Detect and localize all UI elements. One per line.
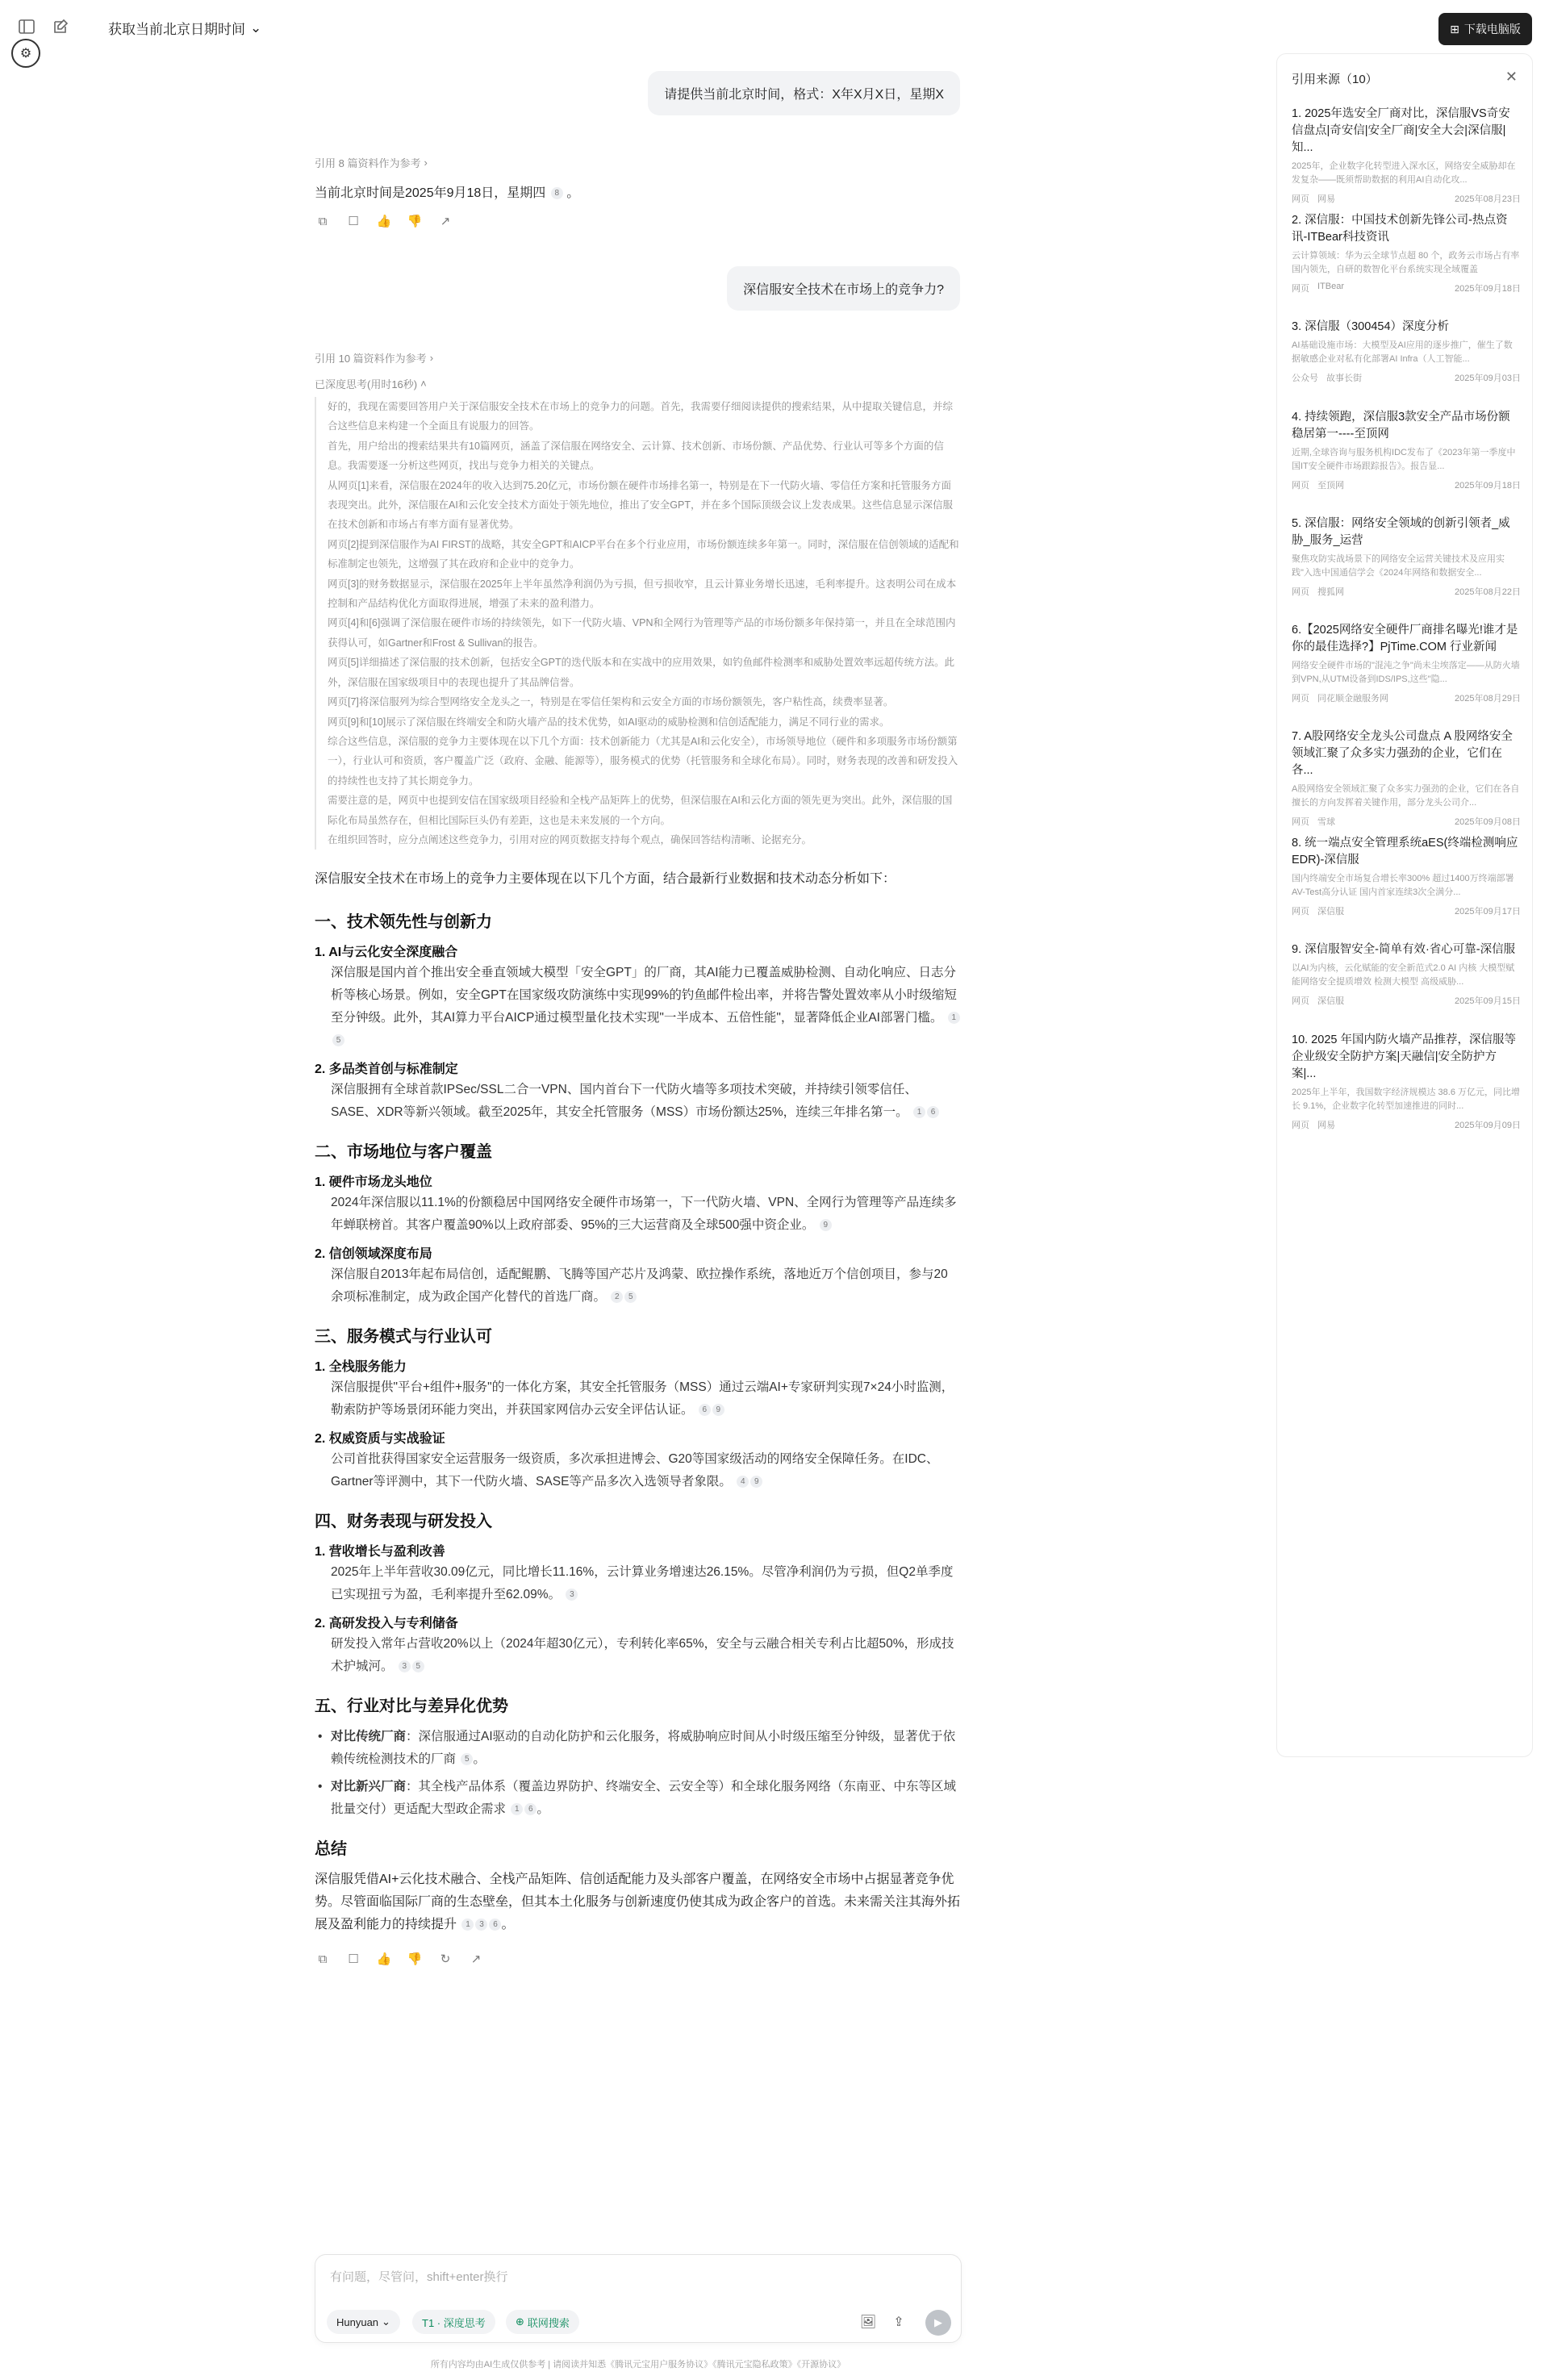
thinking-paragraph: 需要注意的是，网页中也提到安信在国家级项目经验和全栈产品矩阵上的优势，但深信服在AI和云化方面的领先更为突出。此外，深信服的国际化布局虽然存在，但相比国际巨头仍有差距，这也是未来发展的一个方向。: [328, 795, 953, 826]
answer-summary-section: [315, 1835, 960, 1936]
item-text: 深信服是国内首个推出安全垂直领域大模型「安全GPT」的厂商，其AI能力已覆盖威胁检测、自动化响应、日志分析等核心场景。例如，安全GPT在国家级攻防演练中实现99%的钓鱼邮件检出率，并将告警处置效率从小时级缩短至分钟级。此外，其AI算力平台AICP通过模型量化技术实现"一半成本、五倍性能"，显著降低企业AI部署门槛。: [331, 966, 957, 1025]
sidebar-toggle-icon[interactable]: [18, 18, 39, 39]
thinking-paragraph: 从网页[1]来看，深信服在2024年的收入达到75.20亿元，市场份额在硬件市场排名第一，特别是在下一代防火墙、零信任方案和托管服务方面表现突出。此外，深信服在AI和云化安全技术方面处于领先地位，推出了安全GPT，并在多个国际顶级会议上发表成果。这些信息显示深信服在技术创新和市场占有率方面有显著优势。: [328, 479, 954, 531]
citation-badge[interactable]: 1: [913, 1106, 925, 1118]
item-body: [315, 1448, 960, 1493]
chevron-up-icon: ˄: [420, 378, 427, 390]
source-meta: [1292, 371, 1521, 384]
citation-badge[interactable]: 5: [412, 1660, 424, 1672]
thinking-paragraph: 首先，用户给出的搜索结果共有10篇网页，涵盖了深信服在网络安全、云计算、技术创新、市场份额、产品优势、行业认可等多个方面的信息。我需要逐一分析这些网页，找出与竞争力相关的关键点。: [328, 440, 944, 472]
citation-badge[interactable]: 1: [511, 1803, 523, 1815]
source-type: 网页: [1292, 1121, 1309, 1130]
citation-badge[interactable]: 9: [750, 1476, 762, 1488]
settings-icon[interactable]: ⚙: [11, 39, 40, 68]
reference-count: 引用 8 篇资料作为参考: [315, 157, 421, 169]
assistant-message: 当前北京时间是2025年9月18日，星期四 8 。: [315, 186, 580, 200]
thinking-paragraph: 网页[3]的财务数据显示，深信服在2025年上半年虽然净利润仍为亏损，但亏损收窄，且云计算业务增长迅速，毛利率提升。这表明公司在成本控制和产品结构优化方面取得进展，增强了未来的盈利潜力。: [328, 578, 957, 610]
item-text: 研发投入常年占营收20%以上（2024年超30亿元），专利转化率65%，安全与云融合相关专利占比超50%，形成技术护城河。: [331, 1637, 954, 1673]
source-site: 雪球: [1317, 817, 1335, 827]
source-snippet: 云计算领域：华为云全球节点超 80 个，政务云市场占有率国内领先，自研的数智化平台系统实现全域覆盖: [1292, 251, 1520, 274]
model-name: Hunyuan: [336, 2315, 379, 2328]
bullet-item: • 对比传统厂商：深信服通过AI驱动的自动化防护和云化服务，将威胁响应时间从小时级压缩至分钟级，显著优于依赖传统检测技术的厂商 5 。: [315, 1726, 960, 1771]
source-date: 2025年08月23日: [1455, 194, 1521, 204]
source-site: 搜狐网: [1317, 587, 1344, 597]
source-snippet: 2025年上半年，我国数字经济规模达 38.6 万亿元，同比增长 9.1%，企业数字化转型加速推进的同时...: [1292, 1088, 1520, 1111]
thumbs-down-icon[interactable]: 👎: [407, 215, 423, 228]
source-card[interactable]: [1292, 106, 1521, 205]
model-selector[interactable]: [327, 2310, 400, 2334]
bullet-text: ：其全栈产品体系（覆盖边界防护、终端安全、云安全等）和全球化服务网络（东南亚、中东等区域批量交付）更适配大型政企需求: [331, 1780, 957, 1816]
chevron-down-icon: ⌄: [382, 2315, 390, 2328]
source-date: 2025年09月18日: [1455, 284, 1521, 294]
source-date: 2025年09月18日: [1455, 481, 1521, 491]
globe-icon: ⊕: [516, 2315, 524, 2328]
conversation-title-text: 获取当前北京日期时间: [108, 22, 245, 37]
source-snippet: AI基础设施市场：大模型及AI应用的逐步推广，催生了数据敏感企业对私有化部署AI Infra（人工智能...: [1292, 340, 1513, 364]
web-search-label: 联网搜索: [527, 2316, 570, 2329]
new-chat-icon[interactable]: [52, 18, 73, 39]
bookmark-icon[interactable]: ☐: [348, 215, 359, 228]
message-actions: [315, 213, 453, 229]
source-type: 网页: [1292, 907, 1309, 917]
conversation-title[interactable]: [108, 18, 261, 38]
chat-input[interactable]: 有问题，尽管问，shift+enter换行: [330, 2270, 508, 2284]
share-icon[interactable]: ↗: [440, 215, 451, 228]
thinking-content: [315, 397, 960, 850]
source-site: ITBear: [1317, 282, 1345, 291]
citation-badge[interactable]: 8: [551, 187, 563, 199]
item-heading: 2. 高研发投入与专利储备: [315, 1617, 458, 1631]
source-meta: [1292, 192, 1521, 205]
download-desktop-button[interactable]: [1438, 13, 1532, 45]
source-snippet: 聚焦攻防实战场景下的网络安全运营关键技术及应用实践"入选中国通信学会《2024年网络和数据安全...: [1292, 554, 1505, 578]
source-meta: [1292, 282, 1521, 294]
source-card[interactable]: [1292, 835, 1521, 917]
source-snippet: 国内终端安全市场复合增长率300% 超过1400万终端部署 AV-Test高分认证 国内首家连续3次全满分...: [1292, 874, 1514, 897]
download-desktop-label: 下载电脑版: [1463, 23, 1521, 35]
source-snippet: A股网络安全领域汇聚了众多实力强劲的企业，它们在各自擅长的方向发挥着关键作用，部分龙头公司介...: [1292, 784, 1520, 808]
item-text: 深信服自2013年起布局信创，适配鲲鹏、飞腾等国产芯片及鸿蒙、欧拉操作系统，落地近万个信创项目，参与20余项标准制定，成为政企国产化替代的首选厂商。: [331, 1267, 948, 1304]
citation-badge[interactable]: 6: [699, 1404, 711, 1416]
item-body: [315, 1561, 960, 1606]
source-type: 网页: [1292, 481, 1309, 491]
bullet-item: • 对比新兴厂商：其全栈产品体系（覆盖边界防护、终端安全、云安全等）和全球化服务网络（东南亚、中东等区域批量交付）更适配大型政企需求 1 6 。: [315, 1776, 960, 1821]
thinking-paragraph: 好的，我现在需要回答用户关于深信服安全技术在市场上的竞争力的问题。首先，我需要仔细阅读提供的搜索结果，从中提取关键信息，并综合这些信息来构建一个全面且有说服力的回答。: [328, 401, 954, 432]
answer-intro: 深信服安全技术在市场上的竞争力主要体现在以下几个方面，结合最新行业数据和技术动态分析如下：: [315, 872, 896, 886]
thumbs-up-icon[interactable]: 👍: [376, 215, 392, 228]
chevron-down-icon: ⌄: [250, 19, 262, 35]
source-date: 2025年09月09日: [1455, 1121, 1521, 1130]
windows-icon: ⊞: [1450, 22, 1459, 35]
citation-badge[interactable]: 9: [820, 1219, 832, 1231]
copy-icon[interactable]: ⧉: [318, 214, 328, 228]
thumbs-up-icon[interactable]: 👍: [376, 1952, 392, 1966]
send-button[interactable]: ▶: [925, 2310, 951, 2336]
source-card[interactable]: [1292, 622, 1521, 704]
deep-think-toggle[interactable]: [412, 2310, 495, 2334]
source-title: 2. 深信服：中国技术创新先锋公司-热点资讯-ITBear科技资讯: [1292, 214, 1508, 244]
message-actions: [315, 1951, 960, 1967]
reference-count: 引用 10 篇资料作为参考: [315, 353, 427, 365]
source-meta: [1292, 904, 1521, 917]
source-site: 至顶网: [1317, 481, 1344, 491]
thinking-paragraph: 在组织回答时，应分点阐述这些竞争力，引用对应的网页数据支持每个观点，确保回答结构清晰、论据充分。: [328, 833, 812, 846]
source-title: 1. 2025年选安全厂商对比，深信服VS奇安信盘点|奇安信|安全厂商|安全大会|深信服|知...: [1292, 107, 1510, 154]
bullet-label: 对比传统厂商: [331, 1730, 407, 1743]
bookmark-icon[interactable]: ☐: [348, 1952, 359, 1966]
source-site: 故事长街: [1326, 374, 1362, 383]
source-date: 2025年09月03日: [1455, 374, 1521, 383]
assistant-answer: [315, 868, 960, 1967]
source-card[interactable]: [1292, 942, 1521, 1007]
item-body: [315, 1192, 960, 1237]
citation-badge[interactable]: 4: [737, 1476, 749, 1488]
item-heading: 1. 硬件市场龙头地位: [315, 1175, 432, 1189]
section-title: 三、服务模式与行业认可: [315, 1328, 492, 1346]
thinking-paragraph: 网页[9]和[10]展示了深信服在终端安全和防火墙产品的技术优势，如AI驱动的威胁检测和信创适配能力，满足不同行业的需求。: [328, 716, 890, 728]
answer-section: [315, 1323, 960, 1493]
source-title: 4. 持续领跑，深信服3款安全产品市场份额稳居第一----至顶网: [1292, 411, 1510, 441]
chevron-right-icon: ›: [429, 352, 434, 364]
source-date: 2025年08月29日: [1455, 694, 1521, 704]
source-snippet: 网络安全硬件市场的"混沌之争"尚未尘埃落定——从防火墙到VPN,从UTM设备到IDS/IPS,这些"隐...: [1292, 661, 1520, 684]
summary-text-block: 深信服凭借AI+云化技术融合、全栈产品矩阵、信创适配能力及头部客户覆盖，在网络安全市场中占据显著竞争优势。尽管面临国际厂商的生态壁垒，但其本土化服务与创新速度仍使其成为政企客户的首选。未来需关注其海外拓展及盈利能力的持续提升 1 3 6 。: [315, 1873, 961, 1931]
source-site: 网易: [1317, 1121, 1335, 1130]
citation-sidebar: [1276, 53, 1533, 1757]
source-title: 7. A股网络安全龙头公司盘点 A 股网络安全领域汇聚了众多实力强劲的企业，它们在各...: [1292, 730, 1513, 777]
web-search-toggle[interactable]: [506, 2310, 579, 2334]
thinking-toggle[interactable]: [315, 376, 427, 391]
source-meta: [1292, 691, 1521, 704]
source-title: 10. 2025 年国内防火墙产品推荐，深信服等企业级安全防护方案|天融信|安全防护方案|...: [1292, 1033, 1516, 1080]
item-heading: 1. 营收增长与盈利改善: [315, 1545, 445, 1559]
citation-badge[interactable]: 3: [399, 1660, 411, 1672]
reference-toggle[interactable]: [315, 155, 428, 170]
thinking-label: 已深度思考(用时16秒): [315, 378, 418, 390]
sidebar-title: 引用来源（10）: [1292, 73, 1378, 86]
thinking-paragraph: 网页[2]提到深信服作为AI FIRST的战略，其安全GPT和AICP平台在多个行业应用，市场份额连续多年第一。同时，深信服在信创领域的适配和标准制定也领先，这增强了其在政府和企业中的竞争力。: [328, 538, 959, 570]
source-meta: [1292, 478, 1521, 491]
source-snippet: 近期,全球咨询与服务机构IDC发布了《2023年第一季度中国IT安全硬件市场跟踪报告》。报告显...: [1292, 448, 1516, 471]
answer-section: [315, 1138, 960, 1309]
citation-badge[interactable]: 5: [461, 1753, 473, 1765]
thinking-paragraph: 网页[5]详细描述了深信服的技术创新，包括安全GPT的迭代版本和在实战中的应用效果，如钓鱼邮件检测率和威胁处置效率远超传统方法。此外，深信服在国家级项目中的表现也提升了其品牌信誉。: [328, 657, 955, 688]
citation-badge[interactable]: 1: [461, 1919, 474, 1931]
deep-think-label: T1 · 深度思考: [422, 2316, 486, 2329]
citation-badge[interactable]: 6: [927, 1106, 939, 1118]
source-type: 网页: [1292, 996, 1309, 1006]
item-text: 深信服拥有全球首款IPSec/SSL二合一VPN、国内首台下一代防火墙等多项技术突破，并持续引领零信任、SASE、XDR等新兴领域。截至2025年，其安全托管服务（MSS）市场份额达25%，连续三年排名第一。: [331, 1083, 917, 1119]
source-title: 6.【2025网络安全硬件厂商排名曝光!谁才是你的最佳选择?】PjTime.COM 行业新闻: [1292, 624, 1518, 653]
bullet-text: ：深信服通过AI驱动的自动化防护和云化服务，将威胁响应时间从小时级压缩至分钟级，显著优于依赖传统检测技术的厂商: [331, 1730, 956, 1766]
image-upload-icon[interactable]: 🖼: [859, 2315, 877, 2329]
citation-badge[interactable]: 6: [489, 1919, 501, 1931]
source-card[interactable]: [1292, 729, 1521, 828]
source-type: 网页: [1292, 194, 1309, 204]
close-icon[interactable]: ✕: [1505, 69, 1518, 85]
source-meta: [1292, 585, 1521, 598]
source-type: 网页: [1292, 694, 1309, 704]
source-meta: [1292, 815, 1521, 828]
citation-badge[interactable]: 3: [566, 1589, 578, 1601]
source-date: 2025年08月22日: [1455, 587, 1521, 597]
source-meta: [1292, 994, 1521, 1007]
thinking-paragraph: 网页[4]和[6]强调了深信服在硬件市场的持续领先，如下一代防火墙、VPN和全网行为管理等产品的市场份额多年保持第一，并且在全球范围内获得认可，如Gartner和Frost & Sullivan的报告。: [328, 617, 956, 649]
item-text: 公司首批获得国家安全运营服务一级资质，多次承担进博会、G20等国家级活动的网络安全保障任务。在IDC、Gartner等评测中，其下一代防火墙、SASE等产品多次入选领导者象限。: [331, 1452, 939, 1489]
section-title: 五、行业对比与差异化优势: [315, 1697, 508, 1715]
answer-section: [315, 1508, 960, 1678]
source-type: 网页: [1292, 284, 1309, 294]
thinking-paragraph: 综合这些信息，深信服的竞争力主要体现在以下几个方面：技术创新能力（尤其是AI和云化安全），市场领导地位（硬件和多项服务市场份额第一），行业认可和资质，客户覆盖广泛（政府、金融、能源等），服务模式的优势（托管服务和全球化布局）。同时，财务表现的改善和研发投入的持续性也支持了其长期竞争力。: [328, 735, 958, 787]
chat-input-box[interactable]: [315, 2254, 962, 2343]
source-card[interactable]: [1292, 1032, 1521, 1131]
thumbs-down-icon[interactable]: 👎: [407, 1952, 423, 1966]
summary-title: 总结: [315, 1840, 347, 1858]
source-title: 8. 统一端点安全管理系统aES(终端检测响应EDR)-深信服: [1292, 837, 1518, 866]
user-message: 深信服安全技术在市场上的竞争力?: [727, 266, 960, 311]
thinking-paragraph: 网页[7]将深信服列为综合型网络安全龙头之一，特别是在零信任架构和云安全方面的市场份额领先，客户粘性高，续费率显著。: [328, 696, 894, 708]
section-title: 四、财务表现与研发投入: [315, 1513, 492, 1530]
section-title: 一、技术领先性与创新力: [315, 913, 492, 931]
source-card[interactable]: [1292, 212, 1521, 294]
reference-toggle[interactable]: [315, 350, 433, 365]
assistant-message-text: 当前北京时间是2025年9月18日，星期四: [315, 186, 546, 200]
share-icon[interactable]: ↗: [470, 1952, 482, 1966]
source-type: 网页: [1292, 587, 1309, 597]
item-heading: 1. 全栈服务能力: [315, 1360, 407, 1374]
source-title: 5. 深信服：网络安全领域的创新引领者_威胁_服务_运营: [1292, 517, 1510, 547]
answer-section: [315, 908, 960, 1124]
source-type: 公众号: [1292, 374, 1318, 383]
source-card[interactable]: [1292, 516, 1521, 598]
source-site: 深信服: [1317, 996, 1344, 1006]
source-snippet: 以AI为内核，云化赋能的安全新范式2.0 AI 内核 大模型赋能网络安全提质增效 检测大模型 高级威胁...: [1292, 963, 1515, 987]
footer-disclaimer: 所有内容均由AI生成仅供参考 | 请阅读并知悉《腾讯元宝用户服务协议》《腾讯元宝隐私政策》《开源协议》: [430, 2360, 846, 2370]
source-title: 3. 深信服（300454）深度分析: [1292, 320, 1450, 333]
item-text: 2024年深信服以11.1%的份额稳居中国网络安全硬件市场第一，下一代防火墙、VPN、全网行为管理等产品连续多年蝉联榜首。其客户覆盖90%以上政府部委、95%的三大运营商及全球500强中资企业。: [331, 1196, 957, 1232]
source-type: 网页: [1292, 817, 1309, 827]
item-body: [315, 1376, 960, 1422]
citation-badge[interactable]: 5: [332, 1034, 344, 1046]
citation-badge[interactable]: 1: [948, 1012, 960, 1024]
item-heading: 2. 多品类首创与标准制定: [315, 1063, 458, 1076]
source-date: 2025年09月15日: [1455, 996, 1521, 1006]
item-body: [315, 1263, 960, 1309]
citation-badge[interactable]: 3: [475, 1919, 487, 1931]
source-date: 2025年09月08日: [1455, 817, 1521, 827]
item-heading: 2. 权威资质与实战验证: [315, 1432, 445, 1446]
regenerate-icon[interactable]: ↻: [440, 1952, 451, 1966]
bullet-label: 对比新兴厂商: [331, 1780, 407, 1793]
source-card[interactable]: [1292, 409, 1521, 491]
file-upload-icon[interactable]: ⇪: [893, 2315, 904, 2329]
item-text: 深信服提供"平台+组件+服务"的一体化方案，其安全托管服务（MSS）通过云端AI+专家研判实现7×24小时监测，勒索防护等场景闭环能力突出，并获国家网信办云安全评估认证。: [331, 1380, 954, 1417]
source-card[interactable]: [1292, 319, 1521, 384]
item-body: [315, 1633, 960, 1678]
source-site: 深信服: [1317, 907, 1344, 917]
citation-badge[interactable]: 2: [611, 1291, 623, 1303]
source-title: 9. 深信服智安全-简单有效·省心可靠-深信服: [1292, 943, 1516, 956]
copy-icon[interactable]: ⧉: [318, 1952, 328, 1966]
source-site: 网易: [1317, 194, 1335, 204]
item-heading: 1. AI与云化安全深度融合: [315, 946, 458, 959]
answer-section: [315, 1693, 960, 1821]
source-date: 2025年09月17日: [1455, 907, 1521, 917]
source-meta: [1292, 1118, 1521, 1131]
top-bar: [0, 0, 1549, 61]
citation-badge[interactable]: 5: [624, 1291, 637, 1303]
source-site: 同花顺金融服务网: [1317, 694, 1388, 704]
item-heading: 2. 信创领域深度布局: [315, 1247, 432, 1261]
citation-badge[interactable]: 6: [524, 1803, 537, 1815]
item-text: 2025年上半年营收30.09亿元，同比增长11.16%，云计算业务增速达26.15%。尽管净利润仍为亏损，但Q2单季度已实现扭亏为盈，毛利率提升至62.09%。: [331, 1565, 954, 1601]
summary-text: 深信服凭借AI+云化技术融合、全栈产品矩阵、信创适配能力及头部客户覆盖，在网络安全市场中占据显著竞争优势。尽管面临国际厂商的生态壁垒，但其本土化服务与创新速度仍使其成为政企客户的首选。未来需关注其海外拓展及盈利能力的持续提升: [315, 1873, 961, 1931]
user-message: 请提供当前北京时间，格式：X年X月X日，星期X: [648, 71, 960, 115]
item-body: [315, 962, 960, 1052]
citation-badge[interactable]: 9: [712, 1404, 724, 1416]
chevron-right-icon: ›: [424, 157, 428, 169]
section-title: 二、市场地位与客户覆盖: [315, 1143, 492, 1161]
item-body: [315, 1079, 960, 1124]
source-snippet: 2025年，企业数字化转型进入深水区，网络安全威胁却在发复杂——既须帮助数据的利用AI自动化攻...: [1292, 161, 1516, 185]
